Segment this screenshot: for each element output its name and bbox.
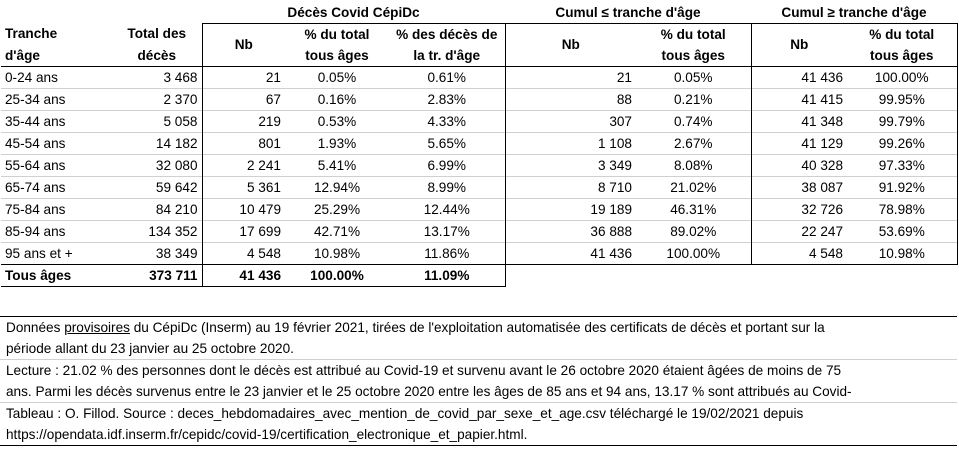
- cell-cum-le-nb: 3 349: [505, 155, 636, 177]
- cell-pct-age: 0.61%: [389, 67, 505, 89]
- cell-cum-ge-nb: 32 726: [751, 199, 847, 221]
- cell-age: 75-84 ans: [1, 199, 112, 221]
- col-header-cum-ge-nb: Nb: [751, 24, 847, 67]
- cell-total: 38 349: [112, 243, 202, 265]
- cell-cum-ge-nb: 41 436: [751, 67, 847, 89]
- cell-cum-le-pct: 46.31%: [636, 199, 751, 221]
- table-row: [1, 243, 957, 265]
- cell-age: 85-94 ans: [1, 221, 112, 243]
- cell-total: 5 058: [112, 111, 202, 133]
- cell-pct-total: 0.53%: [285, 111, 389, 133]
- cell-nb: 5 361: [202, 177, 285, 199]
- col-header-total-2: décès: [137, 47, 177, 63]
- cell-age: 55-64 ans: [1, 155, 112, 177]
- note-source-rest: du CépiDc (Inserm) au 19 février 2021, tirées de l'exploitation automatisée des certificats de décès et portant sur la: [129, 320, 825, 335]
- note-reading: [0, 360, 957, 403]
- cell-cum-le-pct: 0.05%: [636, 67, 751, 89]
- cell-cum-le-pct: 21.02%: [636, 177, 751, 199]
- cell-pct-total: 25.29%: [285, 199, 389, 221]
- note-reading-line2: ans. Parmi les décès survenus entre le 23 janvier et le 25 octobre 2020 entre les âges de 85 ans et 94 ans, 13.17 % sont attribués au Covid-: [6, 384, 852, 399]
- col-header-cum-le-nb: Nb: [505, 24, 636, 67]
- cell-pct-age: 2.83%: [389, 89, 505, 111]
- cell-cum-ge-pct: 97.33%: [847, 155, 957, 177]
- cell-cum-le-nb: 36 888: [505, 221, 636, 243]
- cell-pct-total: 42.71%: [285, 221, 389, 243]
- col-header-nb: Nb: [202, 24, 285, 67]
- cell-nb: 10 479: [202, 199, 285, 221]
- cell-nb: 67: [202, 89, 285, 111]
- cell-pct-age: 12.44%: [389, 199, 505, 221]
- cell-nb: 21: [202, 67, 285, 89]
- cell-total: 32 080: [112, 155, 202, 177]
- col-header-cum-le-pct-2: tous âges: [661, 47, 725, 63]
- total-cell-age: Tous âges: [1, 265, 112, 287]
- cell-age: 25-34 ans: [1, 89, 112, 111]
- col-header-pct-total: % du total: [304, 26, 370, 42]
- cell-cum-ge-pct: 53.69%: [847, 221, 957, 243]
- cell-nb: 2 241: [202, 155, 285, 177]
- cell-pct-total: 12.94%: [285, 177, 389, 199]
- cell-cum-ge-pct: 100.00%: [847, 67, 957, 89]
- cell-total: 134 352: [112, 221, 202, 243]
- cell-total: 84 210: [112, 199, 202, 221]
- table-row: [1, 89, 957, 111]
- total-cell-total: 373 711: [112, 265, 202, 287]
- note-source: [0, 317, 957, 360]
- notes: [0, 316, 957, 446]
- table-row: [1, 111, 957, 133]
- cell-cum-ge-pct: 78.98%: [847, 199, 957, 221]
- cell-total: 59 642: [112, 177, 202, 199]
- col-header-cum-ge-pct-2: tous âges: [847, 45, 957, 67]
- cell-cum-ge-nb: 41 415: [751, 89, 847, 111]
- cell-cum-ge-nb: 4 548: [751, 243, 847, 265]
- cell-cum-le-nb: 21: [505, 67, 636, 89]
- cell-total: 3 468: [112, 67, 202, 89]
- note-reading-line1: Lecture : 21.02 % des personnes dont le décès est attribué au Covid-19 et survenu avant le 26 octobre 2020 étaient âgées de moins de 75: [6, 363, 842, 378]
- covid-deaths-table: [1, 2, 958, 287]
- cell-nb: 4 548: [202, 243, 285, 265]
- cell-pct-age: 11.86%: [389, 243, 505, 265]
- table-row: [1, 199, 957, 221]
- cell-cum-le-nb: 88: [505, 89, 636, 111]
- col-header-cum-ge-pct: % du total: [847, 24, 957, 46]
- cell-cum-ge-pct: 99.79%: [847, 111, 957, 133]
- cell-cum-ge-nb: 41 129: [751, 133, 847, 155]
- cell-cum-le-nb: 19 189: [505, 199, 636, 221]
- cell-pct-age: 6.99%: [389, 155, 505, 177]
- cell-pct-age: 5.65%: [389, 133, 505, 155]
- cell-cum-ge-pct: 91.92%: [847, 177, 957, 199]
- note-source-underlined: provisoires: [64, 320, 130, 335]
- cell-pct-total: 0.16%: [285, 89, 389, 111]
- header-row-groups: [1, 2, 957, 24]
- cell-age: 0-24 ans: [1, 67, 112, 89]
- col-header-pct-age-2: la tr. d'âge: [389, 45, 505, 67]
- cell-pct-age: 13.17%: [389, 221, 505, 243]
- cell-pct-age: 8.99%: [389, 177, 505, 199]
- cell-cum-le-nb: 307: [505, 111, 636, 133]
- total-cell-pct-age: 11.09%: [389, 265, 505, 287]
- note-source-line2: période allant du 23 janvier au 25 octobre 2020.: [6, 341, 294, 356]
- total-cell-nb: 41 436: [202, 265, 285, 287]
- col-header-total: Total des: [127, 26, 187, 42]
- note-table-line1: Tableau : O. Fillod. Source : deces_hebdomadaires_avec_mention_de_covid_par_sexe_et_age.csv téléchargé le 19/02/2021 depuis: [6, 406, 804, 421]
- cell-cum-ge-pct: 99.95%: [847, 89, 957, 111]
- table-row: [1, 221, 957, 243]
- cell-nb: 17 699: [202, 221, 285, 243]
- note-table-source: [0, 403, 957, 446]
- note-table-line2: https://opendata.idf.inserm.fr/cepidc/covid-19/certification_electronique_et_papier.html.: [6, 427, 528, 442]
- cell-cum-ge-nb: 41 348: [751, 111, 847, 133]
- total-row-empty: [505, 265, 957, 287]
- cell-age: 35-44 ans: [1, 111, 112, 133]
- cell-cum-ge-nb: 38 087: [751, 177, 847, 199]
- col-header-age: Tranche: [5, 26, 58, 42]
- cell-cum-ge-nb: 40 328: [751, 155, 847, 177]
- col-header-pct-age: % des décès de: [396, 26, 498, 42]
- cell-nb: 219: [202, 111, 285, 133]
- cell-cum-le-nb: 1 108: [505, 133, 636, 155]
- table-row: [1, 133, 957, 155]
- group-header-cumul-le: Cumul ≤ tranche d'âge: [505, 2, 751, 24]
- cell-cum-le-pct: 100.00%: [636, 243, 751, 265]
- total-cell-pct-total: 100.00%: [285, 265, 389, 287]
- total-row: [1, 265, 957, 287]
- header-row-1: [1, 24, 957, 46]
- cell-cum-ge-pct: 10.98%: [847, 243, 957, 265]
- cell-pct-age: 4.33%: [389, 111, 505, 133]
- cell-pct-total: 5.41%: [285, 155, 389, 177]
- cell-total: 2 370: [112, 89, 202, 111]
- group-header-cumul-ge: Cumul ≥ tranche d'âge: [751, 2, 957, 24]
- cell-cum-ge-pct: 99.26%: [847, 133, 957, 155]
- cell-cum-ge-nb: 22 247: [751, 221, 847, 243]
- cell-cum-le-pct: 8.08%: [636, 155, 751, 177]
- cell-cum-le-pct: 2.67%: [636, 133, 751, 155]
- cell-nb: 801: [202, 133, 285, 155]
- cell-pct-total: 10.98%: [285, 243, 389, 265]
- col-header-pct-total-2: tous âges: [305, 47, 369, 63]
- cell-cum-le-nb: 8 710: [505, 177, 636, 199]
- col-header-cum-le-pct: % du total: [660, 26, 726, 42]
- note-source-prefix: Données: [6, 320, 65, 335]
- cell-age: 65-74 ans: [1, 177, 112, 199]
- cell-cum-le-pct: 0.21%: [636, 89, 751, 111]
- group-header-covid: Décès Covid CépiDc: [202, 2, 505, 24]
- cell-pct-total: 1.93%: [285, 133, 389, 155]
- col-header-age-2: d'âge: [5, 47, 40, 63]
- cell-total: 14 182: [112, 133, 202, 155]
- table-row: [1, 67, 957, 89]
- table-row: [1, 177, 957, 199]
- cell-cum-le-pct: 89.02%: [636, 221, 751, 243]
- cell-cum-le-nb: 41 436: [505, 243, 636, 265]
- cell-age: 45-54 ans: [1, 133, 112, 155]
- table-row: [1, 155, 957, 177]
- cell-age: 95 ans et +: [1, 243, 112, 265]
- cell-cum-le-pct: 0.74%: [636, 111, 751, 133]
- cell-pct-total: 0.05%: [285, 67, 389, 89]
